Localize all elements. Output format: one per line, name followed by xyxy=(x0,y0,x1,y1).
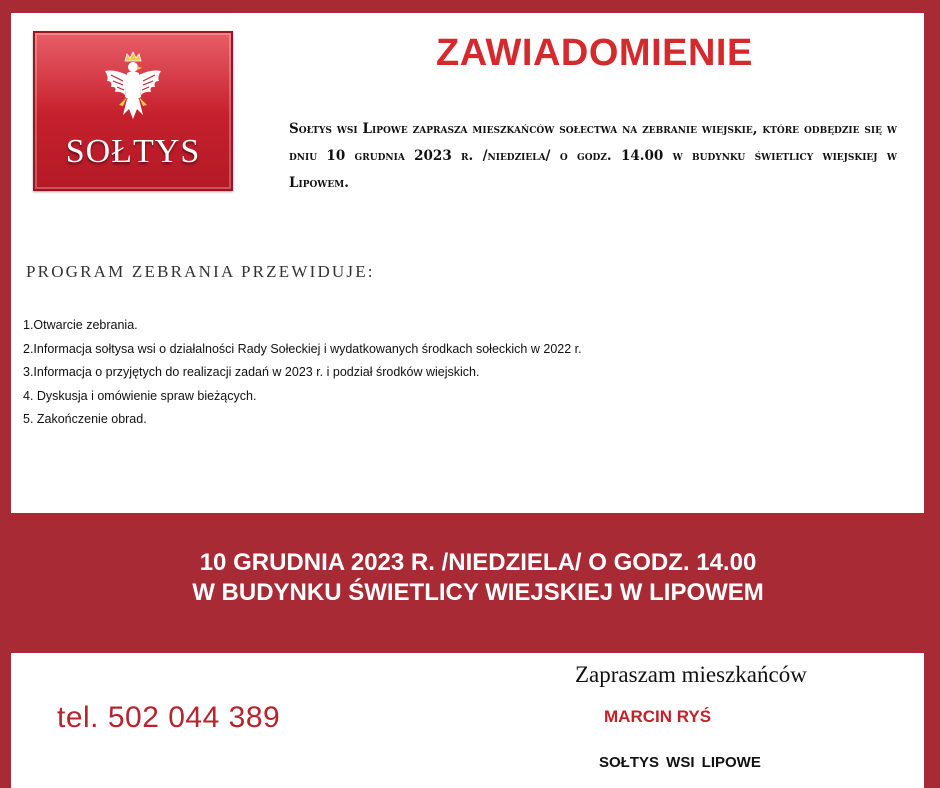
invitation-text: Zapraszam mieszkańców xyxy=(575,662,807,687)
banner-line-date: 10 GRUDNIA 2023 R. /NIEDZIELA/ O GODZ. 14.00 xyxy=(199,549,757,576)
signatory-role: SOŁTYS WSI LIPOWE xyxy=(599,754,761,771)
program-heading: PROGRAM ZEBRANIA PRZEWIDUJE: xyxy=(26,262,375,281)
agenda-item: 5. Zakończenie obrad. xyxy=(23,412,147,427)
agenda-item: 1.Otwarcie zebrania. xyxy=(23,318,138,332)
phone-number: tel. 502 044 389 xyxy=(57,701,281,734)
signatory-name: MARCIN RYŚ xyxy=(604,707,712,726)
polish-eagle-icon xyxy=(101,51,165,131)
date-banner xyxy=(0,548,940,608)
agenda-item: 2.Informacja sołtysa wsi o działalności Rady Sołeckiej i wydatkowanych środkach sołeckich w 2022 r. xyxy=(23,341,582,356)
page-title: ZAWIADOMIENIE xyxy=(436,32,753,74)
agenda-list xyxy=(23,314,582,432)
announcement-text: Sołtys wsi Lipowe zaprasza mieszkańców sołectwa na zebranie wiejskie, które odbędzie się w dniu 10 grudnia 2023 r. /niedziela/ o godz. 14.00 w budynku świetlicy wiejskiej w Lipowem. xyxy=(289,121,897,191)
agenda-item: 3.Informacja o przyjętych do realizacji zadań w 2023 r. i podział środków wiejskich. xyxy=(23,365,480,380)
logo-text: SOŁTYS xyxy=(65,133,201,170)
soltys-logo xyxy=(33,31,233,191)
agenda-item: 4. Dyskusja i omówienie spraw bieżących. xyxy=(23,388,257,403)
banner-line-place: W BUDYNKU ŚWIETLICY WIEJSKIEJ W LIPOWEM xyxy=(192,579,764,606)
